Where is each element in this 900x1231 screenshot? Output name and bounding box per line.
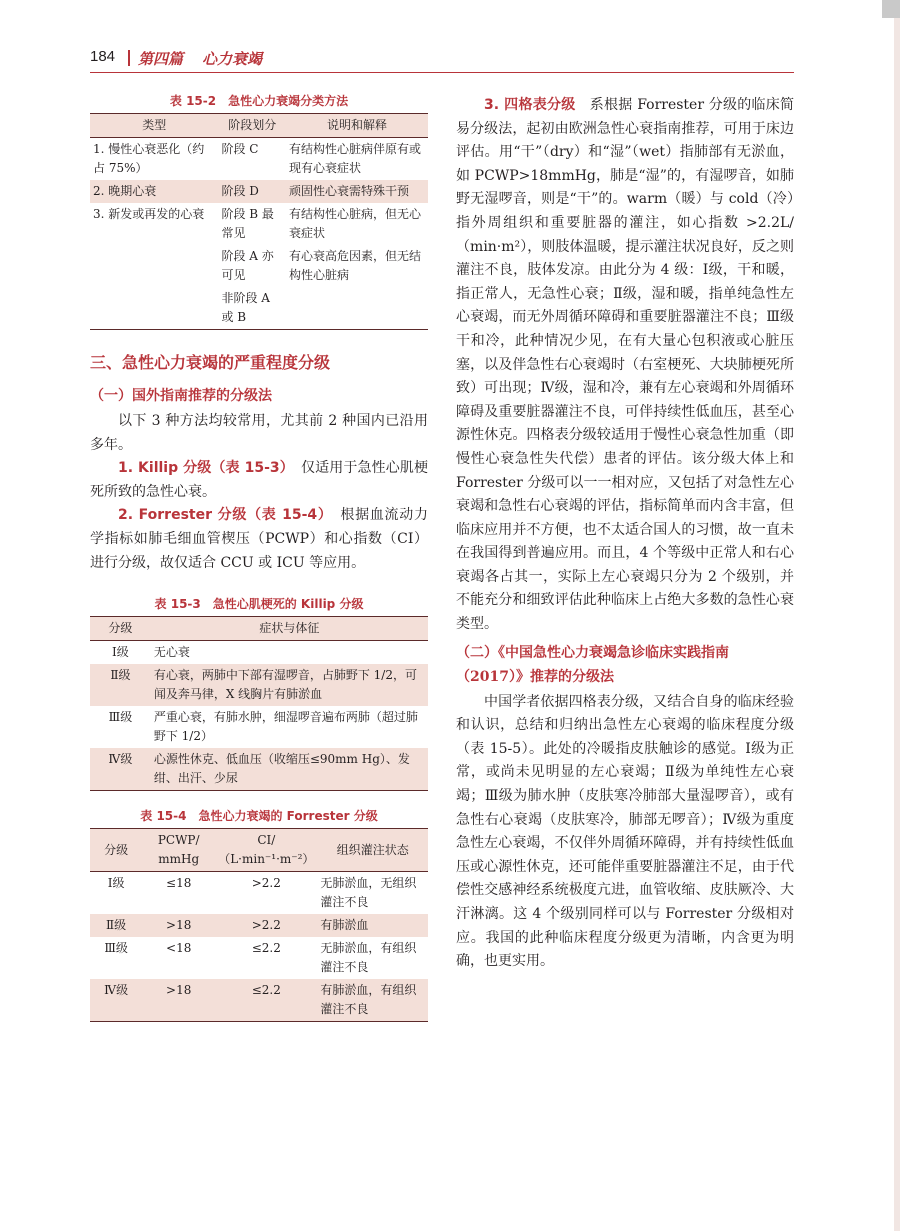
table-row <box>90 180 428 203</box>
table-cell: 3. 新发或再发的心衰 <box>93 207 205 221</box>
table-cell: 顽固性心衰需特殊干预 <box>286 180 428 203</box>
table-cell: Ⅲ级 <box>104 941 128 956</box>
table-cell: 无心衰 <box>153 645 190 660</box>
table-cell: ≤2.2 <box>251 941 281 956</box>
table-cell: Ⅳ级 <box>90 748 151 791</box>
table-cell <box>90 245 218 287</box>
table-cell: >2.2 <box>215 914 317 937</box>
four-grade-lead: 3. 四格表分级 <box>484 97 576 113</box>
table-cell: 2. 晚期心衰 <box>90 180 218 203</box>
paragraph <box>90 504 428 575</box>
table-cell: 阶段 D <box>218 180 286 203</box>
table-cell: ≤2.2 <box>215 979 317 1022</box>
table-cell: 有结构性心脏病伴原有或现有心衰症状 <box>289 142 422 175</box>
table-row <box>90 914 428 937</box>
table-cell: ≤18 <box>166 876 192 891</box>
table-cell: 心源性休克、低血压（收缩压≤90mm Hg）、发绀、出汗、少尿 <box>151 748 428 791</box>
table-cell: >18 <box>142 914 215 937</box>
table-cell: 有心衰，两肺中下部有湿啰音，占肺野下 1/2，可闻及奔马律，X 线胸片有肺淤血 <box>151 664 428 706</box>
table-header-cell: 说明和解释 <box>286 114 428 138</box>
table-cell: >18 <box>142 979 215 1022</box>
paragraph-text: 系根据 Forrester 分级的临床简易分级法，起初由欧洲急性心衰指南推荐，可用于床边评估。用“干”（dry）和“湿”（wet）指肺部有无淤血，如 PCWP>18mmHg，肺是“湿”的，有湿啰音，如肺野无湿啰音，则是“干”的。warm（暖）与 cold（冷）指外周组织和重要脏器的灌注，如心指数 >2.2L/（min·m²），则肢体温暖，提示灌注状况良好，反之则灌注不良，肢体发凉。由此分为 4 级：Ⅰ级，干和暖，指正常人，无急性心衰；Ⅱ级，湿和暖，指单纯急性左心衰竭，而无外周循环障碍和重要脏器灌注不良；Ⅲ级干和冷，此种情况少见，在有大量心包积液或心脏压塞，以及伴急性右心衰竭时（右室梗死、大块肺梗死所致）可出现；Ⅳ级，湿和冷，兼有左心衰竭和外周循环障碍及重要脏器灌注不良，可伴持续性低血压，甚至心源性休克。四格表分级较适用于慢性心衰急性加重（即慢性心衰急性失代偿）患者的评估。该分级大体上和 Forrester 分级可以一一相对应，又包括了对急性左心衰竭和急性右心衰竭的评估，指标简单而内含丰富，但临床应用并不方便，也不太适合国人的习惯，故一直未在我国得到普遍应用。而且，4 个等级中正常人和右心衰竭各占其一，实际上左心衰竭只分为 2 个级别，并不能充分和细致评估此种临床上占绝大多数的急性心衰类型。 <box>456 97 795 633</box>
table-15-2 <box>90 113 428 330</box>
header-separator <box>128 50 130 66</box>
table-header-cell: 分级 <box>90 829 142 872</box>
table-cell: 1. 慢性心衰恶化（约占 75%） <box>93 142 205 175</box>
table-cell <box>90 287 218 330</box>
table-cell: Ⅳ级 <box>90 979 142 1022</box>
table-cell <box>286 287 428 330</box>
table-15-4-caption: 表 15-4 急性心力衰竭的 Forrester 分级 <box>140 809 378 824</box>
table-cell: 非阶段 A 或 B <box>218 287 286 330</box>
forrester-lead: 2. Forrester 分级（表 15-4） <box>118 507 326 524</box>
table-15-4 <box>90 828 428 1022</box>
table-header-cell: 类型 <box>90 114 218 138</box>
header-line: PCWP/ <box>157 833 200 848</box>
right-column <box>456 94 794 974</box>
header-line: CI/ <box>257 833 276 848</box>
page-edge-strip <box>894 0 900 1231</box>
table-cell: 阶段 B 最常见 <box>221 207 274 240</box>
paragraph <box>90 410 428 457</box>
table-row <box>90 245 428 287</box>
header-line: mmHg <box>158 852 200 867</box>
table-header-cell: 分级 <box>90 617 151 641</box>
header-part: 第四篇 <box>138 50 184 68</box>
table-cell: Ⅱ级 <box>90 664 151 706</box>
table-cell: 阶段 A 亦可见 <box>221 249 274 282</box>
paragraph <box>456 94 794 637</box>
header-chapter-title: 心力衰竭 <box>202 50 263 68</box>
page-number: 184 <box>90 48 116 65</box>
table-15-3 <box>90 616 428 791</box>
paragraph <box>90 457 428 504</box>
table-header-cell <box>215 829 317 872</box>
header-rule <box>90 72 794 73</box>
table-15-3-caption: 表 15-3 急性心肌梗死的 Killip 分级 <box>154 597 364 612</box>
section-heading: 三、急性心力衰竭的严重程度分级 <box>90 353 331 372</box>
table-row <box>90 748 428 791</box>
table-cell: 无肺淤血，无组织灌注不良 <box>320 876 417 910</box>
left-column <box>90 94 428 1022</box>
corner-mark <box>882 0 900 18</box>
table-cell: <18 <box>166 941 192 956</box>
table-row <box>90 872 428 915</box>
table-header-cell: 组织灌注状态 <box>317 829 428 872</box>
table-cell: 阶段 C <box>221 142 259 156</box>
paragraph-text: 以下 3 种方法均较常用，尤其前 2 种国内已沿用多年。 <box>90 413 428 453</box>
killip-lead: 1. Killip 分级（表 15-3） <box>118 460 287 477</box>
table-cell: 有肺淤血 <box>317 914 428 937</box>
table-cell: Ⅰ级 <box>112 645 129 660</box>
paragraph <box>456 691 794 974</box>
header-line: （L·min⁻¹·m⁻²） <box>218 852 315 867</box>
subsection-heading: （一）国外指南推荐的分级法 <box>90 388 272 404</box>
subsection-heading: （二）《中国急性心力衰竭急诊临床实践指南（2017）》推荐的分级法 <box>456 644 729 685</box>
table-row <box>90 706 428 748</box>
table-row <box>90 203 428 245</box>
table-cell: Ⅲ级 <box>108 710 133 725</box>
table-header-cell: 阶段划分 <box>218 114 286 138</box>
running-header <box>90 48 790 70</box>
paragraph-text: 仅适用于急性心肌梗死所致的急性心衰。 <box>90 460 429 500</box>
table-cell: >2.2 <box>251 876 281 891</box>
table-cell: 有结构性心脏病，但无心衰症状 <box>289 207 422 240</box>
table-row <box>90 641 428 665</box>
table-15-2-caption: 表 15-2 急性心力衰竭分类方法 <box>169 94 349 108</box>
table-row <box>90 937 428 979</box>
table-cell: 严重心衰，有肺水肿，细湿啰音遍布两肺（超过肺野下 1/2） <box>153 710 418 744</box>
paragraph-text: 根据血流动力学指标如肺毛细血管楔压（PCWP）和心指数（CI）进行分级，故仅适合 CCU 或 ICU 等应用。 <box>90 507 429 571</box>
table-row <box>90 138 428 181</box>
table-row <box>90 664 428 706</box>
table-cell: 无肺淤血，有组织灌注不良 <box>320 941 417 975</box>
paragraph-text: 中国学者依据四格表分级，又结合自身的临床经验和认识，总结和归纳出急性左心衰竭的临床程度分级（表 15-5）。此处的冷暖指皮肤触诊的感觉。Ⅰ级为正常，或尚未见明显的左心衰竭；Ⅱ级为单纯性左心衰竭；Ⅲ级为肺水肿（皮肤寒冷肺部大量湿啰音），或有急性右心衰竭（皮肤寒冷，肺部无啰音）；Ⅳ级为重度急性左心衰竭，不仅伴外周循环障碍，并有持续性低血压或心源性休克，还可能伴重要脏器灌注不足，由于代偿性交感神经系统极度亢进，血管收缩、皮肤厥冷、大汗淋漓。这 4 个级别同样可以与 Forrester 分级相对应。我国的此种临床程度分级更为清晰，内含更为明确，也更实用。 <box>456 693 794 970</box>
table-row <box>90 979 428 1022</box>
table-row <box>90 287 428 330</box>
table-cell: Ⅱ级 <box>90 914 142 937</box>
table-cell: 有心衰高危因素，但无结构性心脏病 <box>289 249 422 282</box>
table-header-cell <box>142 829 215 872</box>
table-cell: Ⅰ级 <box>107 876 125 891</box>
table-cell: 有肺淤血，有组织灌注不良 <box>317 979 428 1022</box>
table-header-cell: 症状与体征 <box>151 617 428 641</box>
